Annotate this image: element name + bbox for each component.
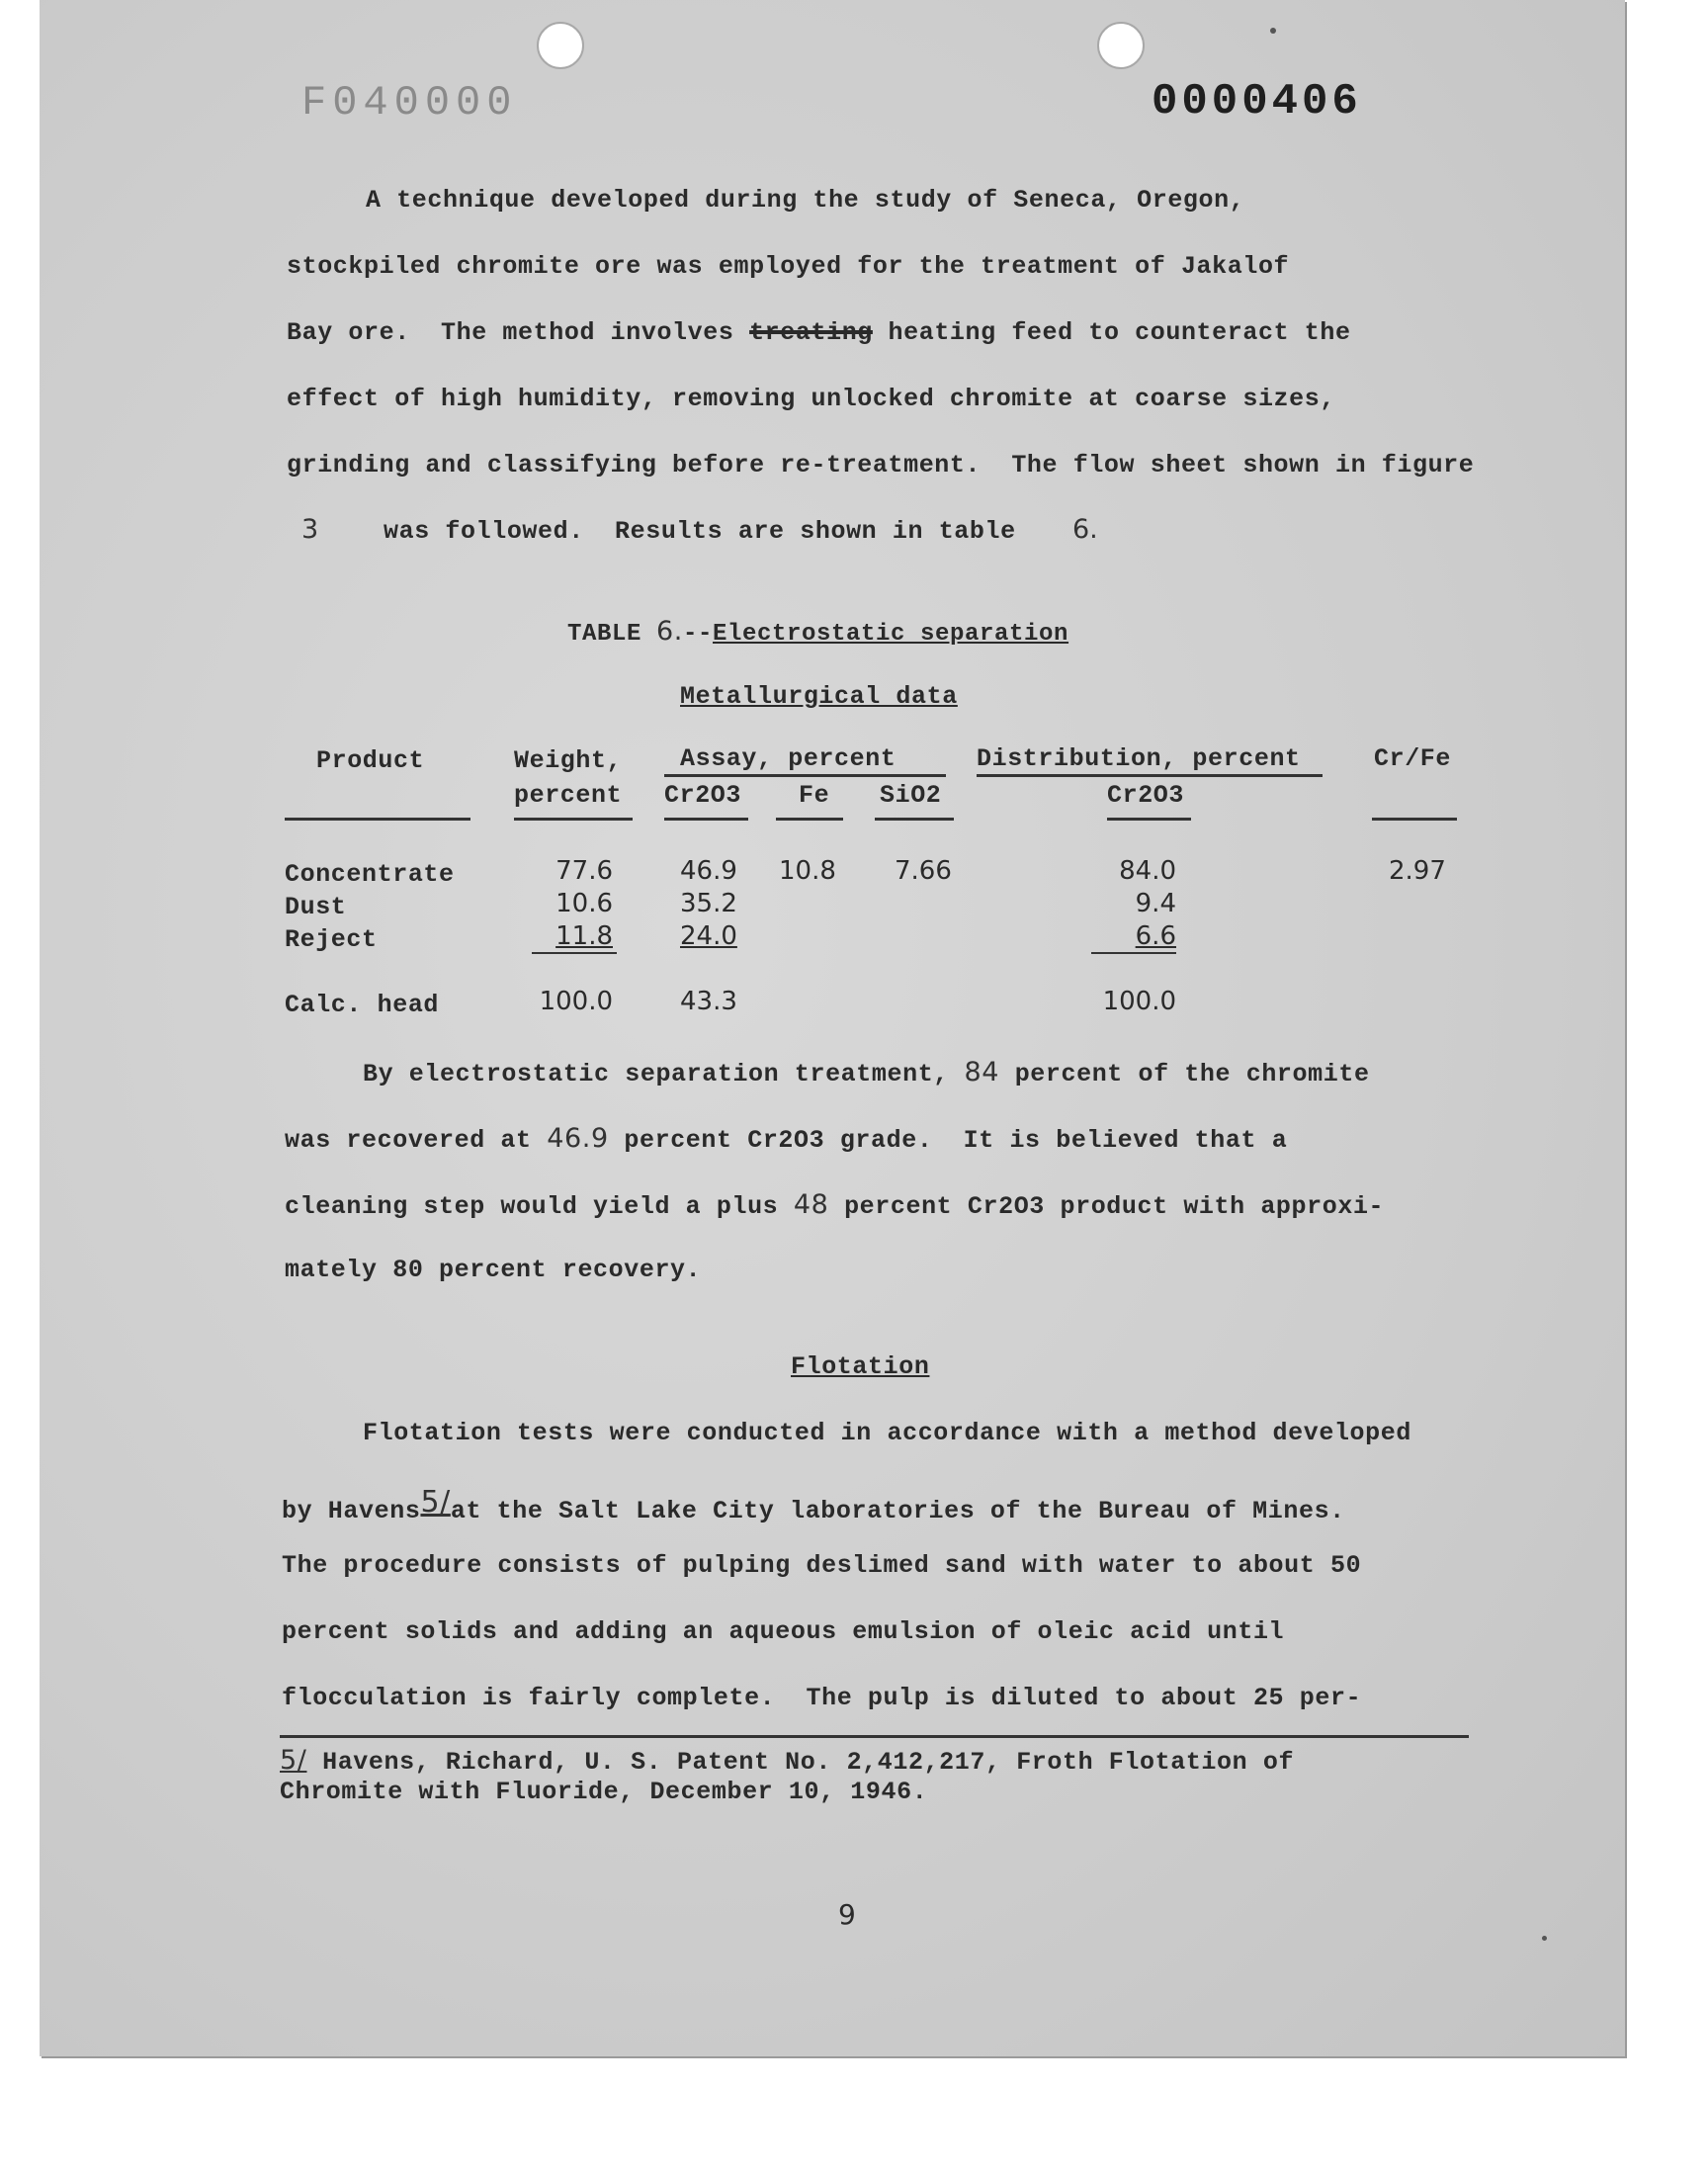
document-number: 0000406 [1152, 77, 1362, 127]
row-cr-fe: 2.97 [1389, 856, 1446, 886]
page-number: 9 [838, 1898, 856, 1931]
left-stamp-id: F040000 [301, 79, 518, 127]
header-assay-cr2o3: Cr2O3 [664, 781, 742, 810]
footnote-line-1: 5/ Havens, Richard, U. S. Patent No. 2,412,217, Froth Flotation of [280, 1745, 1295, 1777]
result-line-1: By electrostatic separation treatment, 84 percent of the chromite [363, 1057, 1370, 1088]
row-sio2: 7.66 [895, 856, 952, 886]
punch-hole [1097, 22, 1145, 69]
row-fe: 10.8 [779, 856, 836, 886]
result-line-4: mately 80 percent recovery. [285, 1256, 702, 1284]
header-distribution: Distribution, percent [977, 744, 1301, 773]
flotation-line-3: The procedure consists of pulping deslimed sand with water to about 50 [282, 1551, 1362, 1580]
result-line-2: was recovered at 46.9 percent Cr2O3 grade. It is believed that a [285, 1123, 1288, 1155]
total-weight: 100.0 [539, 987, 613, 1016]
row-cr2o3: 35.2 [680, 889, 737, 918]
footnote-reference: 5/ [420, 1485, 451, 1520]
total-cr2o3: 43.3 [680, 987, 737, 1016]
intro-line-1: A technique developed during the study of Seneca, Oregon, [366, 186, 1245, 215]
row-product: Reject [285, 925, 378, 954]
footnote-marker: 5/ [280, 1745, 307, 1776]
row-distribution: 6.6 [1135, 921, 1176, 951]
header-distribution-cr2o3: Cr2O3 [1107, 781, 1185, 810]
footnote-line-2: Chromite with Fluoride, December 10, 1946. [280, 1778, 928, 1806]
row-distribution: 84.0 [1119, 856, 1176, 886]
header-assay-fe: Fe [799, 781, 830, 810]
total-distribution: 100.0 [1102, 987, 1176, 1016]
row-cr2o3: 24.0 [680, 921, 737, 951]
flotation-line-1: Flotation tests were conducted in accordance with a method developed [363, 1419, 1411, 1447]
struck-word: treating [749, 318, 873, 347]
flotation-line-5: flocculation is fairly complete. The pulp is diluted to about 25 per- [282, 1684, 1362, 1712]
result-line-3: cleaning step would yield a plus 48 percent Cr2O3 product with approxi- [285, 1189, 1385, 1221]
total-product: Calc. head [285, 991, 440, 1019]
row-product: Dust [285, 893, 347, 921]
header-weight-unit: percent [514, 781, 623, 810]
flotation-line-2: by Havens5/at the Salt Lake City laboratories of the Bureau of Mines. [282, 1485, 1345, 1525]
intro-line-3: Bay ore. The method involves treating heating feed to counteract the [287, 318, 1351, 347]
row-cr2o3: 46.9 [680, 856, 737, 886]
punch-hole [537, 22, 584, 69]
intro-line-5: grinding and classifying before re-treatment. The flow sheet shown in figure [287, 451, 1475, 479]
header-cr-fe: Cr/Fe [1374, 744, 1452, 773]
table-title: TABLE 6.--Electrostatic separation [567, 616, 1069, 648]
intro-line-4: effect of high humidity, removing unlocked chromite at coarse sizes, [287, 385, 1335, 413]
table-ref-number: 6. [1072, 514, 1098, 545]
intro-line-2: stockpiled chromite ore was employed for the treatment of Jakalof [287, 252, 1290, 281]
row-distribution: 9.4 [1135, 889, 1176, 918]
section-heading-flotation: Flotation [791, 1352, 930, 1381]
header-assay: Assay, percent [680, 744, 897, 773]
intro-line-6: was followed. Results are shown in table [384, 517, 1016, 546]
figure-number: 3 [301, 514, 319, 545]
row-weight: 11.8 [555, 921, 613, 951]
header-weight: Weight, [514, 746, 623, 775]
row-weight: 10.6 [555, 889, 613, 918]
header-product: Product [316, 746, 425, 775]
row-product: Concentrate [285, 860, 455, 889]
table-subtitle: Metallurgical data [680, 682, 958, 711]
row-weight: 77.6 [555, 856, 613, 886]
header-assay-sio2: SiO2 [880, 781, 942, 810]
flotation-line-4: percent solids and adding an aqueous emulsion of oleic acid until [282, 1617, 1285, 1646]
